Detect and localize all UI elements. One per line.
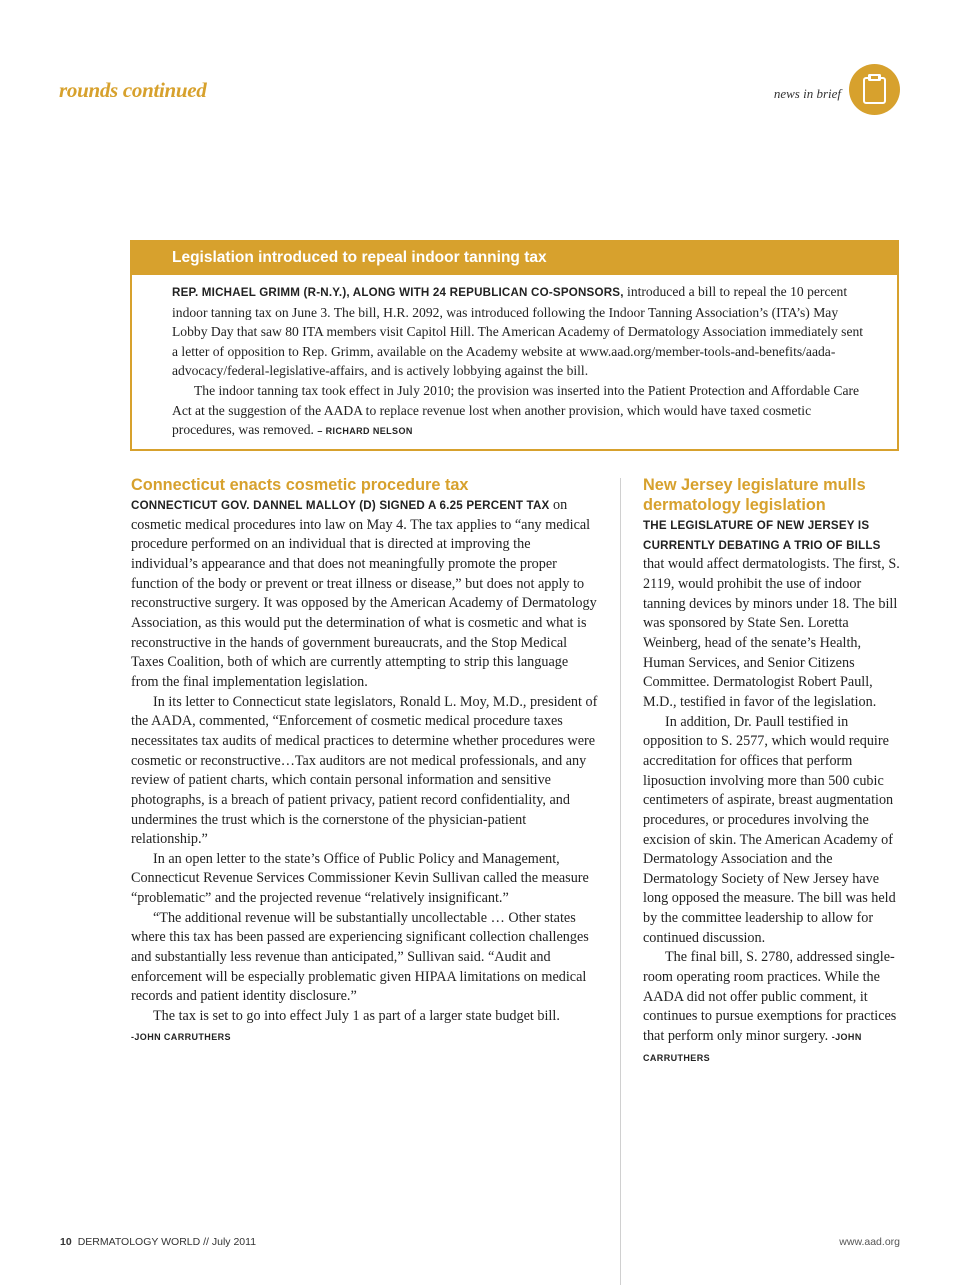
article-paragraph: “The additional revenue will be substantially uncollectable … Other states where this tax has been passed are experiencing significant collection challenges and substantially less revenue than anticipated,” Sullivan said. “Audit and enforcement will be especially problematic given HIPAA limitations on medical records and patient identity disclosure.”	[131, 909, 589, 1005]
article-text: The final bill, S. 2780, addressed single-room operating room practices. While the AADA did not offer public comment, it continues to pursue exemptions for practices that perform only minor surgery.	[643, 949, 897, 1045]
article-paragraph	[643, 516, 901, 713]
article-text: that would affect dermatologists. The first, S. 2119, would prohibit the use of indoor tanning devices by minors under 18. The bill was sponsored by State Sen. Loretta Weinberg, head of the senate’s Health, Human Services, and Senior Citizens Committee. Dermatologist Robert Paull, M.D., testified in favor of the legislation.	[643, 556, 900, 710]
news-in-brief-label: news in brief	[773, 86, 841, 101]
article-paragraph: The tax is set to go into effect July 1 as part of a larger state budget bill.	[153, 1008, 560, 1025]
article-paragraph	[131, 496, 599, 693]
connecticut-article	[131, 475, 599, 1047]
box-text: The indoor tanning tax took effect in July 2010; the provision was inserted into the Patient Protection and Affordable Care Act at the suggestion of the AADA to replace revenue lost when another provision, which would have taxed cosmetic procedures, was removed.	[172, 382, 860, 438]
box-lead: REP. MICHAEL GRIMM (R-N.Y.), ALONG WITH 24 REPUBLICAN CO-SPONSORS,	[172, 286, 624, 299]
article-lead: THE LEGISLATURE OF NEW JERSEY IS CURRENTLY DEBATING A TRIO OF BILLS	[643, 519, 881, 552]
clipboard-icon	[862, 73, 887, 105]
box-title: Legislation introduced to repeal indoor tanning tax	[172, 249, 547, 266]
news-in-brief-badge	[849, 64, 900, 115]
box-byline: – RICHARD NELSON	[317, 426, 413, 437]
article-lead: CONNECTICUT GOV. DANNEL MALLOY (D) SIGNED A 6.25 PERCENT TAX	[131, 499, 550, 512]
footer-folio	[60, 1236, 256, 1248]
article-paragraph: In an open letter to the state’s Office of Public Policy and Management, Connecticut Revenue Services Commissioner Kevin Sullivan called the measure “problematic” and the projected revenue “relatively insignificant.”	[131, 850, 589, 907]
article-paragraph	[643, 948, 901, 1068]
byline-text: -JOHN CARRUTHERS	[131, 1031, 231, 1042]
column-divider	[620, 478, 621, 1285]
article-headline: New Jersey legislature mulls dermatology legislation	[643, 476, 866, 514]
tanning-tax-sidebar-box	[130, 240, 899, 451]
new-jersey-article	[643, 475, 901, 1068]
footer-url: www.aad.org	[839, 1236, 900, 1248]
box-paragraph	[172, 282, 872, 381]
section-label: rounds continued	[59, 78, 207, 102]
article-paragraph: In its letter to Connecticut state legislators, Ronald L. Moy, M.D., president of the AADA, commented, “Enforcement of cosmetic medical procedure taxes necessitates tax audits of medical practices to determine whether procedures were cosmetic or reconstructive…Tax auditors are not medical professionals, and any review of patient charts, which contain personal information and sensitive photographs, is a breach of patient privacy, patient record confidentiality, and undermines the trust which is the cornerstone of the physician-patient relationship.”	[131, 693, 598, 848]
box-paragraph	[172, 381, 872, 442]
box-text: introduced a bill to repeal the 10 percent indoor tanning tax on June 3. The bill, H.R. 2092, was introduced following the Indoor Tanning Association’s (ITA’s) May Lobby Day that saw 80 ITA members visit Capitol Hill. The American Academy of Dermatology Association immediately sent a letter of opposition to Rep. Grimm, available on the Academy website at www.aad.org/member-tools-and-benefits/aada-advocacy/federal-legislative-affairs, and is actively lobbying against the bill.	[172, 284, 864, 379]
byline-text: -JOHN CARRUTHERS	[643, 1032, 862, 1063]
article-byline	[131, 1027, 599, 1048]
article-text: on cosmetic medical procedures into law on May 4. The tax applies to “any medical procedure performed on an individual that is directed at improving the individual’s appearance and that does not meaningfully promote the proper function of the body or prevent or treat illness or disease,” but does not apply to reconstructive surgery. It was opposed by the American Academy of Dermatology Association, as this would put the determination of what is cosmetic and what is reconstructive in the hands of government bureaucrats, and the Stop Medical Taxes Coalition, both of which are currently attempting to strip this language from the final implementation legislation.	[131, 497, 597, 690]
publication-name: DERMATOLOGY WORLD // July 2011	[77, 1236, 257, 1248]
box-body	[172, 282, 872, 442]
article-paragraph: In addition, Dr. Paull testified in opposition to S. 2577, which would require accreditation for offices that perform liposuction involving more than 500 cubic centimeters of aspirate, breast augmentation procedures, or procedures involving the excision of skin. The American Academy of Dermatology Association and the Dermatology Society of New Jersey have long opposed the measure. The bill was held by the committee leadership to allow for continued discussion.	[643, 713, 896, 946]
article-headline: Connecticut enacts cosmetic procedure tax	[131, 476, 469, 494]
page-number: 10	[60, 1236, 72, 1248]
